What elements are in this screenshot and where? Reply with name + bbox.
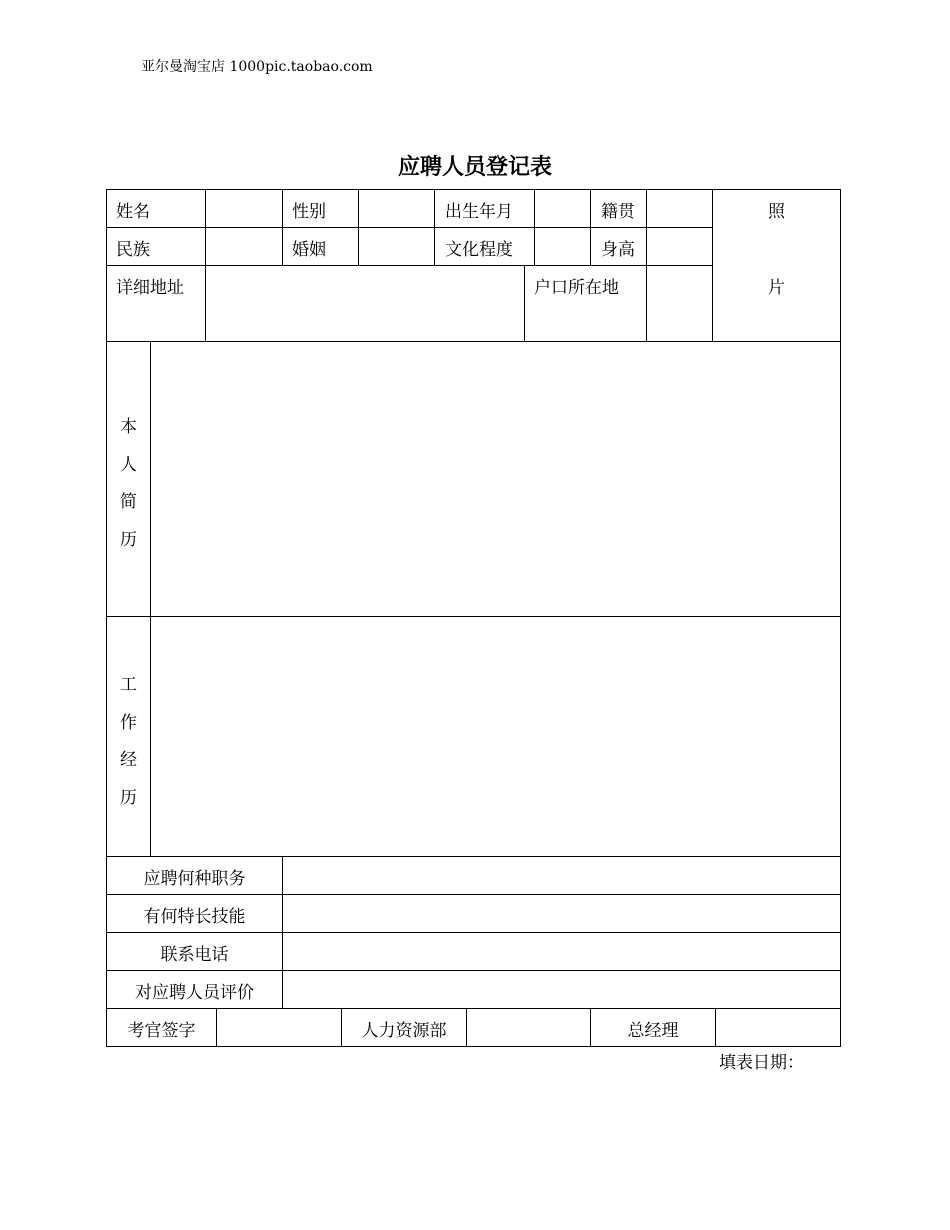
work-experience-label [107,667,150,817]
col-divider [358,189,359,266]
native-place-label: 籍贯 [601,202,635,222]
photo-label-char: 片 [768,278,785,298]
work-label-char: 经 [120,750,137,770]
row-divider [106,616,841,617]
col-divider [715,1008,716,1047]
work-label-char: 历 [120,787,137,808]
row-divider [106,227,712,228]
row-divider [106,341,841,342]
resume-label-char: 历 [120,529,137,550]
household-registration-label: 户口所在地 [534,278,619,298]
col-divider [534,189,535,266]
birth-date-label: 出生年月 [445,202,513,222]
phone-label: 联系电话 [160,945,229,965]
hr-department-label: 人力资源部 [361,1021,447,1041]
table-border-right [840,189,841,1047]
address-label: 详细地址 [116,278,184,298]
education-label: 文化程度 [445,240,513,260]
col-divider [205,189,206,342]
col-divider [646,189,647,342]
photo-label-char: 照 [768,202,785,222]
shop-header-text: 亚尔曼淘宝店 1000pic.taobao.com [141,59,373,75]
row-divider [106,932,841,933]
col-divider [282,856,283,1009]
row-divider [106,856,841,857]
row-divider [106,970,841,971]
col-divider [216,1008,217,1047]
gender-label: 性别 [292,202,326,222]
name-label: 姓名 [116,202,150,222]
resume-label-char: 本 [120,417,137,437]
general-manager-label: 总经理 [627,1021,679,1041]
table-border-top [106,189,841,190]
fill-date-label: 填表日期： [719,1053,804,1073]
special-skills-label: 有何特长技能 [143,907,246,927]
evaluation-label: 对应聘人员评价 [135,983,254,1003]
col-divider [282,189,283,266]
form-title: 应聘人员登记表 [397,155,552,180]
work-label-char: 工 [120,675,137,695]
col-divider [150,341,151,857]
ethnicity-label: 民族 [116,240,150,260]
position-applied-label: 应聘何种职务 [143,869,246,889]
marital-status-label: 婚姻 [292,240,326,260]
col-divider [590,189,591,266]
height-label: 身高 [601,240,635,260]
col-divider [434,189,435,266]
resume-label-char: 简 [120,492,137,512]
col-divider [524,265,525,342]
col-divider [712,189,713,342]
resume-label-char: 人 [120,454,137,475]
work-label-char: 作 [120,712,137,733]
col-divider [466,1008,467,1047]
examiner-signature-label: 考官签字 [127,1021,196,1041]
row-divider [106,894,841,895]
row-divider [106,265,712,266]
resume-label [107,409,150,559]
